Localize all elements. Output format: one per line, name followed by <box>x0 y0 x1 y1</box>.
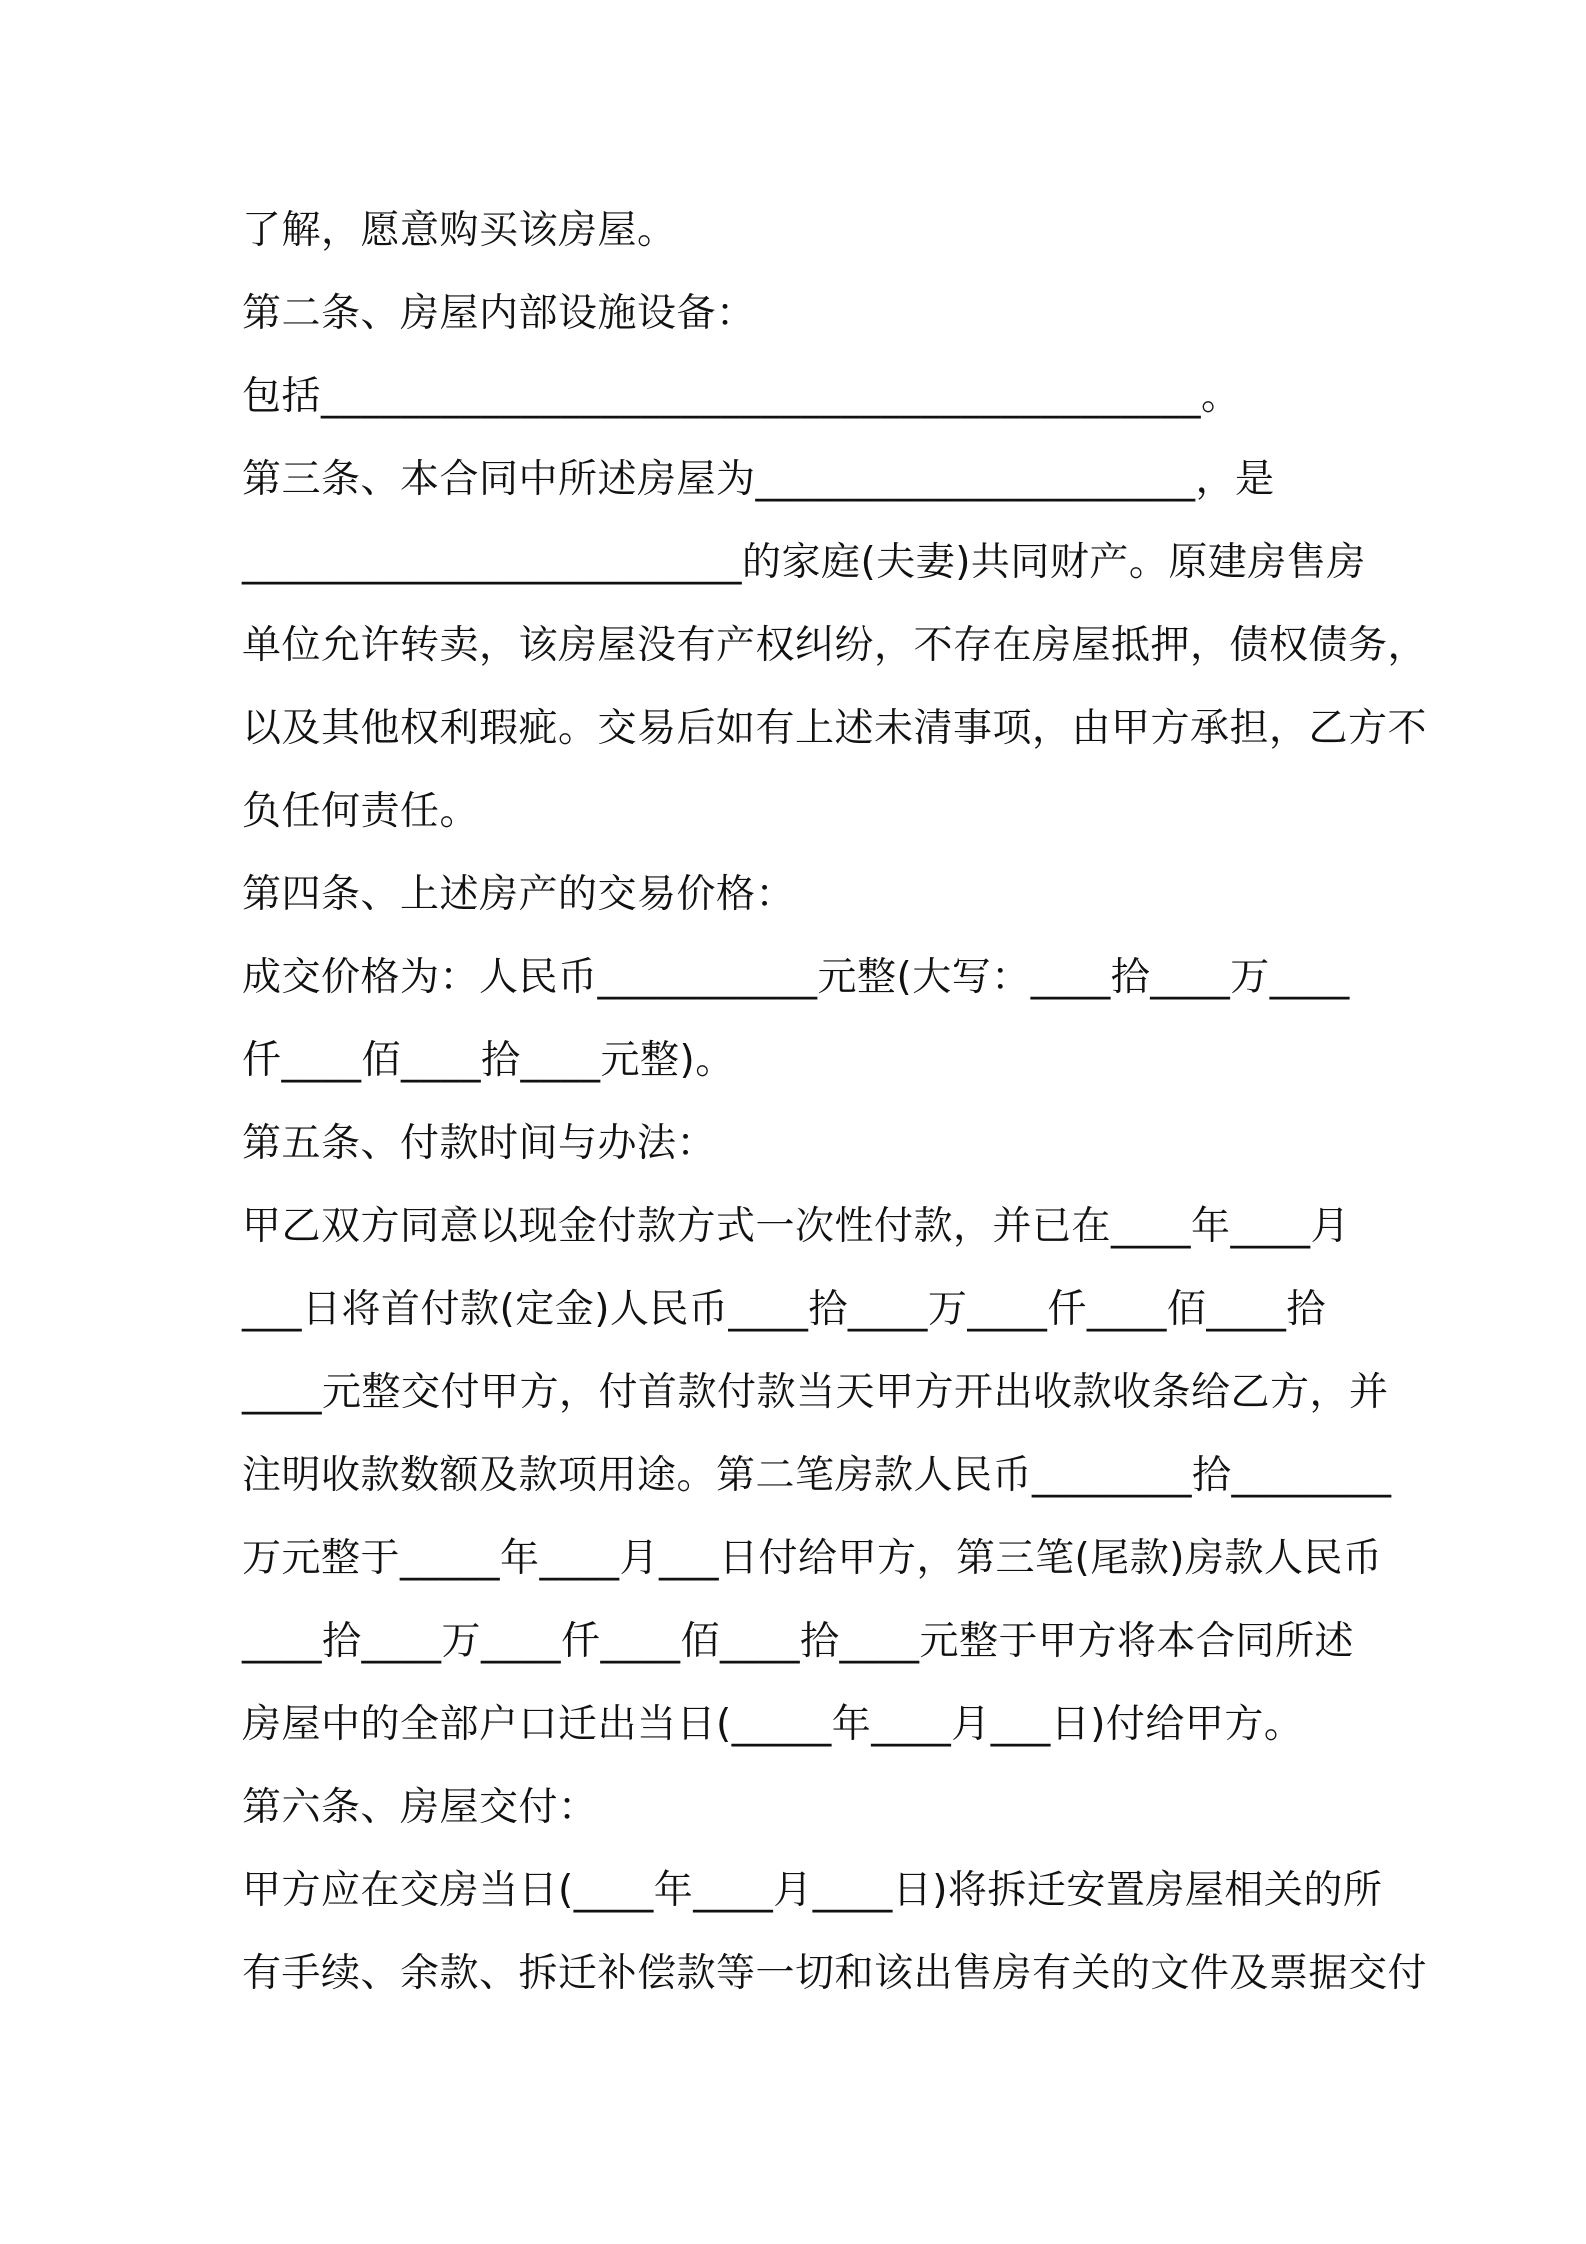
text-line: 单位允许转卖，该房屋没有产权纠纷，不存在房屋抵押，债权债务， <box>242 623 1428 668</box>
article-heading: 第三条、本合同中所述房屋为______________________，是 <box>242 457 1275 502</box>
text-line: 甲方应在交房当日(____年____月____日)将拆迁安置房屋相关的所 <box>242 1868 1383 1913</box>
article-heading: 第六条、房屋交付： <box>242 1785 598 1830</box>
article-heading: 第五条、付款时间与办法： <box>242 1121 717 1166</box>
text-line: ____拾____万____仟____佰____拾____元整于甲方将本合同所述 <box>242 1619 1355 1664</box>
text-line: 有手续、余款、拆迁补偿款等一切和该出售房有关的文件及票据交付 <box>242 1951 1428 1996</box>
text-line: 注明收款数额及款项用途。第二笔房款人民币________拾________ <box>242 1453 1392 1498</box>
text-line: ____元整交付甲方，付首款付款当天甲方开出收款收条给乙方，并 <box>242 1370 1389 1415</box>
text-line: 万元整于_____年____月___日付给甲方，第三笔(尾款)房款人民币 <box>242 1536 1383 1581</box>
text-line: 了解，愿意购买该房屋。 <box>242 208 677 253</box>
article-heading: 第二条、房屋内部设施设备： <box>242 291 756 336</box>
text-line: 以及其他权利瑕疵。交易后如有上述未清事项，由甲方承担，乙方不 <box>242 706 1428 751</box>
text-line: 成交价格为：人民币___________元整(大写：____拾____万____ <box>242 955 1350 1000</box>
text-line: 房屋中的全部户口迁出当日(_____年____月___日)付给甲方。 <box>242 1702 1304 1747</box>
text-line: 负任何责任。 <box>242 789 480 834</box>
article-heading: 第四条、上述房产的交易价格： <box>242 872 796 917</box>
text-line: 仟____佰____拾____元整)。 <box>242 1038 735 1083</box>
text-line: _________________________的家庭(夫妻)共同财产。原建房售房 <box>242 540 1366 585</box>
text-line: 包括____________________________________________。 <box>242 374 1241 419</box>
text-line: 甲乙双方同意以现金付款方式一次性付款，并已在____年____月 <box>242 1204 1351 1249</box>
document-page <box>242 196 1428 2022</box>
text-line: ___日将首付款(定金)人民币____拾____万____仟____佰____拾 <box>242 1287 1326 1332</box>
